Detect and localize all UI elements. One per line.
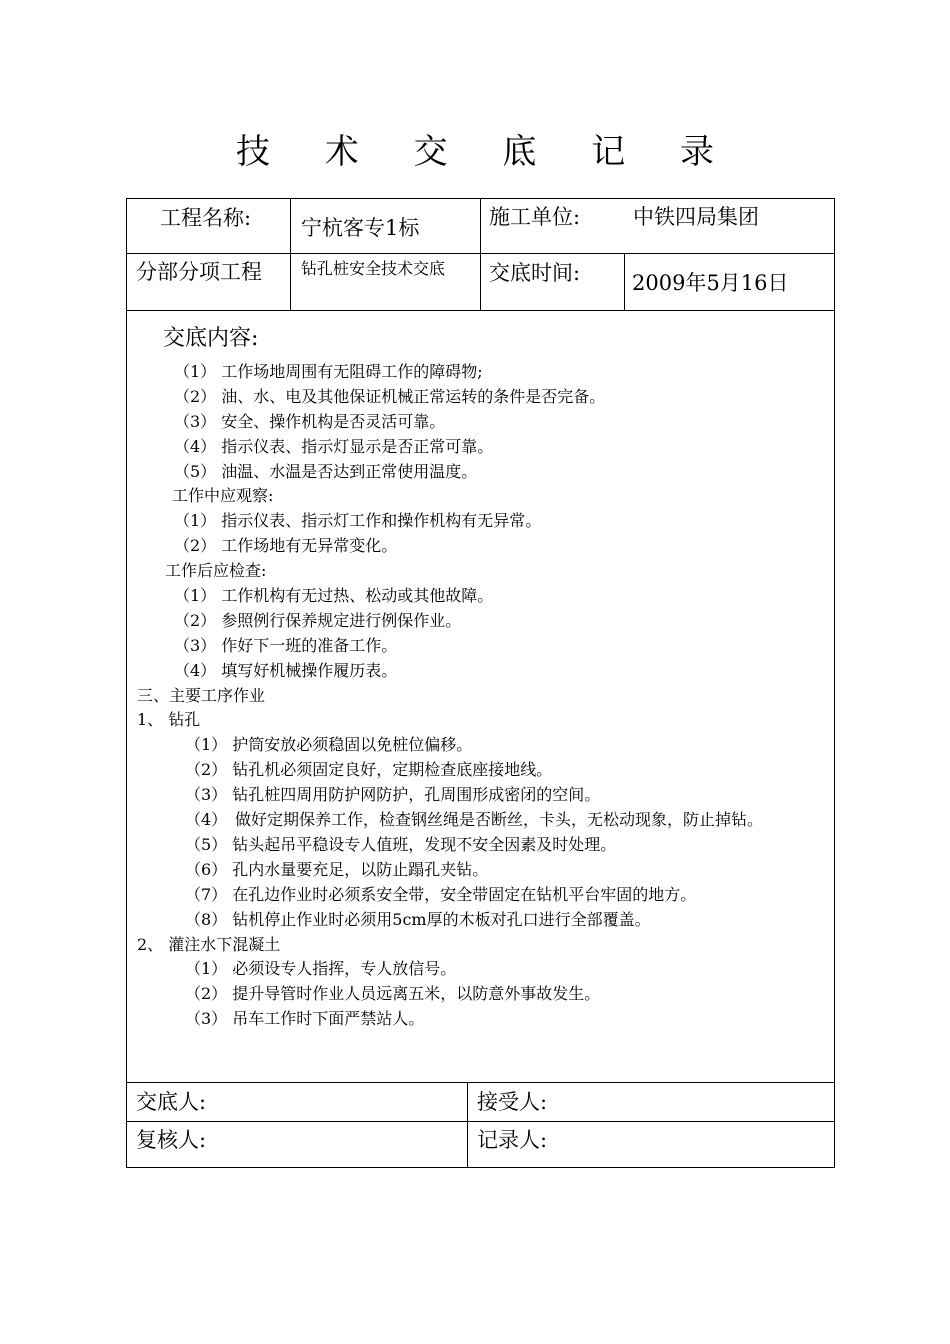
item-text: 做好定期保养工作，检查钢丝绳是否断丝，卡头，无松动现象，防止掉钻。: [235, 810, 764, 830]
col-divider: [480, 199, 481, 310]
handover-person-label: 交底人:: [136, 1090, 207, 1114]
content-line: （1） 工作机构有无过热、松动或其他故障。: [174, 586, 494, 606]
date-label: 交底时间:: [489, 261, 581, 285]
project-name-value: 宁杭客专1标: [301, 216, 420, 240]
content-subheading: 工作中应观察:: [172, 486, 274, 506]
recorder-label: 记录人:: [477, 1128, 548, 1152]
content-line: （3） 作好下一班的准备工作。: [174, 635, 398, 655]
receiver-label: 接受人:: [477, 1090, 548, 1114]
content-line: （2） 钻孔机必须固定良好，定期检查底座接地线。: [185, 760, 553, 780]
content-line: （1） 必须设专人指挥，专人放信号。: [185, 959, 457, 979]
col-divider: [624, 253, 625, 310]
content-line: （1） 工作场地周围有无阻碍工作的障碍物;: [174, 362, 483, 381]
reviewer-label: 复核人:: [136, 1128, 207, 1152]
record-table: [126, 198, 835, 1168]
document-title: 技 术 交 底 记 录: [235, 132, 737, 172]
content-line: （2） 油、水、电及其他保证机械正常运转的条件是否完备。: [174, 386, 606, 406]
content-line: （5） 油温、水温是否达到正常使用温度。: [174, 461, 478, 481]
content-line: （7） 在孔边作业时必须系安全带，安全带固定在钻机平台牢固的地方。: [185, 884, 697, 904]
construction-unit-value: 中铁四局集团: [633, 205, 759, 229]
content-line-wrapped: [187, 808, 827, 833]
content-line: （3） 钻孔桩四周用防护网防护，孔周围形成密闭的空间。: [185, 785, 601, 805]
date-value: 2009年5月16日: [632, 271, 789, 295]
content-line: （3） 安全、操作机构是否灵活可靠。: [174, 411, 446, 431]
section-subheading: 1、 钻孔: [137, 710, 201, 730]
sub-project-label: 分部分项工程: [136, 260, 262, 284]
content-area: [137, 321, 827, 1032]
content-line: （1） 护筒安放必须稳固以免桩位偏移。: [185, 735, 473, 755]
content-line: （2） 参照例行保养规定进行例保作业。: [174, 610, 462, 630]
content-heading: 交底内容:: [163, 326, 259, 351]
sub-project-value: 钻孔桩安全技术交底: [301, 259, 446, 278]
content-line: （4） 填写好机械操作履历表。: [174, 660, 398, 680]
construction-unit-label: 施工单位:: [489, 205, 581, 229]
content-line: （6） 孔内水量要充足，以防止蹋孔夹钻。: [185, 859, 489, 879]
content-line: （8） 钻机停止作业时必须用5cm厚的木板对孔口进行全部覆盖。: [185, 909, 651, 929]
section-heading: 三、主要工序作业: [137, 685, 266, 705]
row-divider: [127, 310, 834, 311]
content-line: （1） 指示仪表、指示灯工作和操作机构有无异常。: [174, 511, 542, 531]
content-line: （5） 钻头起吊平稳设专人值班，发现不安全因素及时处理。: [185, 834, 617, 854]
content-line: （3） 吊车工作时下面严禁站人。: [185, 1009, 425, 1029]
col-divider: [467, 1082, 468, 1168]
content-line: （4） 指示仪表、指示灯显示是否正常可靠。: [174, 436, 494, 456]
project-name-label: 工程名称:: [160, 206, 252, 230]
col-divider: [290, 199, 291, 310]
content-subheading: 工作后应检查:: [165, 561, 267, 581]
content-line: （2） 提升导管时作业人员远离五米，以防意外事故发生。: [185, 984, 601, 1004]
section-subheading: 2、 灌注水下混凝土: [137, 934, 281, 954]
content-line: （2） 工作场地有无异常变化。: [174, 536, 398, 556]
row-divider: [127, 1082, 834, 1083]
item-number: （4）: [185, 810, 228, 830]
row-divider: [127, 1121, 834, 1122]
